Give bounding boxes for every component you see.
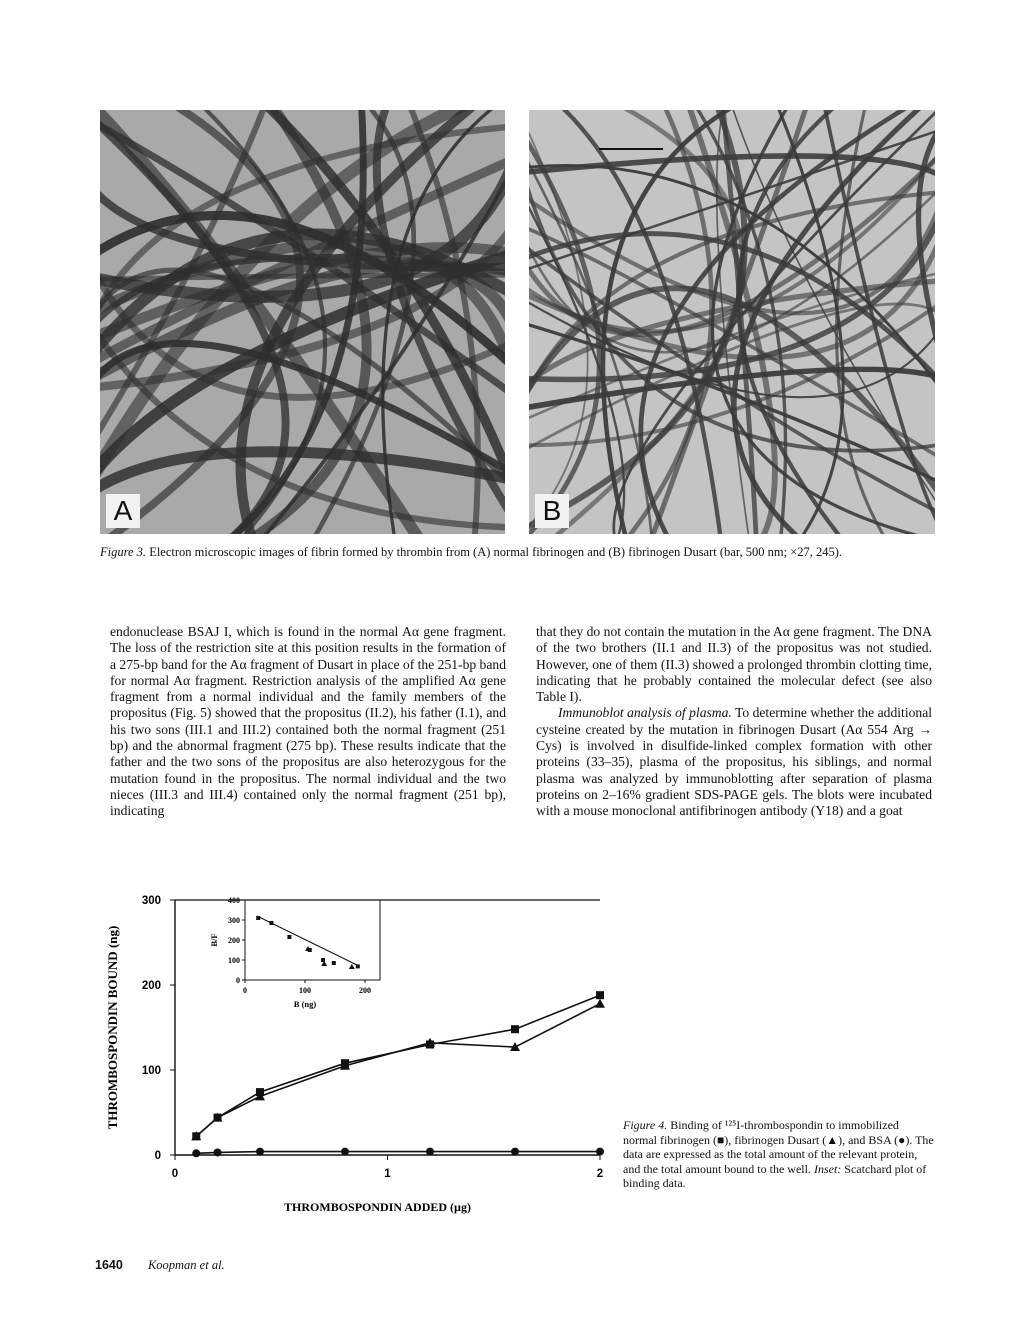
figure4-inset-label: Inset: [813,1161,842,1176]
figure4-chart [95,880,615,1220]
running-authors: Koopman et al. [147,1258,225,1272]
inset-y-tick-label: 300 [228,916,240,925]
fibrin-fiber [734,110,935,534]
inset-y-tick-label: 200 [228,936,240,945]
y-tick-label: 300 [141,895,161,907]
data-point-circle [341,1148,349,1156]
series-line-square [196,995,600,1136]
figure3-caption [100,545,935,560]
series-line-triangle [196,1004,600,1137]
x-tick-label: 2 [596,1168,604,1180]
inset-y-tick-label: 0 [236,976,240,985]
inset-y-axis-label: B/F [209,933,219,947]
x-tick-label: 1 [384,1168,391,1180]
fibrin-fibers-b [529,110,935,534]
inset-x-tick-label: 100 [299,986,311,995]
inset-point-square [287,935,291,939]
page-footer [95,1258,225,1273]
panel-label-b: B [535,494,569,528]
data-point-triangle [595,999,605,1008]
inset-point-square [356,964,360,968]
x-axis-label: THROMBOSPONDIN ADDED (µg) [284,1200,471,1214]
figure4-caption [623,1118,935,1191]
inset-x-tick-label: 0 [243,986,247,995]
figure3-caption-text: Electron microscopic images of fibrin formed by thrombin from (A) normal fibrinogen and (B) fibrinogen Dusart (bar, 500 nm; ×27, 245). [149,545,843,559]
right-text-column [536,624,932,820]
right-column-paragraph-1: that they do not contain the mutation in the Aα gene fragment. The DNA of the two brothers (II.1 and II.3) of the propositus was not studied. However, one of them (II.3) showed a prolonged thrombin clotting time, indicating that he probably contained the molecular defect (see also Table I). [536,624,932,705]
data-point-circle [596,1148,604,1156]
inset-point-square [269,921,273,925]
right-column-paragraph-2-text: To determine whether the additional cysteine created by the mutation in fibrinogen Dusart (Aα 554 Arg → Cys) is involved in disulfide-linked complex formation with other proteins (33–35), plasma of the propositus, his siblings, and normal plasma was analyzed by immunoblotting after separation of plasma proteins on 2–16% gradient SDS-PAGE gels. The blots were incubated with a mouse monoclonal antifibrinogen antibody (Y18) and a goat [536,705,933,819]
data-point-square [596,991,604,999]
y-axis-label: THROMBOSPONDIN BOUND (ng) [105,925,120,1130]
fibrin-fibers-a [100,110,505,534]
micrograph-panel-b [529,110,935,534]
inset-point-square [332,961,336,965]
right-column-paragraph-2 [536,705,932,819]
page-number: 1640 [95,1258,123,1272]
y-tick-label: 200 [141,980,161,992]
scale-bar [599,148,663,150]
figure4-inset-text: Scatchard plot of binding data. [623,1161,927,1190]
panel-label-a: A [106,494,140,528]
left-column-paragraph: endonuclease BSAJ I, which is found in the normal Aα gene fragment. The loss of the restriction site at this position results in the formation of a 275-bp band for the Aα fragment of Dusart in place of the 251-bp band for normal Aα fragment. Restriction analysis of the amplified Aα gene fragment from a normal individual and the family members of the propositus (Fig. 5) showed that the propositus (II.2), his father (I.1), and his two sons (III.1 and III.2) contained both the normal fragment (251 bp) and the abnormal fragment (275 bp). These results indicate that the father and the two sons of the propositus are also heterozygous for the mutation found in the propositus. The normal individual and the two nieces (III.3 and III.4) contained only the normal fragment (251 bp), indicating [110,624,506,819]
y-tick-label: 100 [141,1065,161,1077]
fibrin-fiber [641,110,935,534]
data-point-circle [192,1149,200,1157]
data-point-circle [256,1148,264,1156]
figure4-caption-label: Figure 4. [623,1118,668,1132]
data-point-circle [511,1148,519,1156]
figure3-caption-label: Figure 3. [100,545,147,559]
data-point-circle [426,1148,434,1156]
inset-point-square [256,916,260,920]
inset-x-tick-label: 200 [359,986,371,995]
micrograph-panel-a [100,110,505,534]
left-text-column [110,624,506,820]
inset-y-tick-label: 400 [228,896,240,905]
figure4-caption-text: Binding of ¹²⁵I-thrombospondin to immobilized normal fibrinogen (■), fibrinogen Dusart (▲), and BSA (●). The data are expressed as the total amount of the relevant protein, and the total amount bound to the well. [623,1118,934,1176]
inset-point-triangle [349,964,355,969]
inset-y-tick-label: 100 [228,956,240,965]
y-tick-label: 0 [154,1150,161,1162]
data-point-circle [214,1148,222,1156]
inset-x-axis-label: B (ng) [293,999,317,1009]
immunoblot-heading: Immunoblot analysis of plasma. [558,705,732,721]
data-point-square [511,1025,519,1033]
x-tick-label: 0 [171,1168,179,1180]
